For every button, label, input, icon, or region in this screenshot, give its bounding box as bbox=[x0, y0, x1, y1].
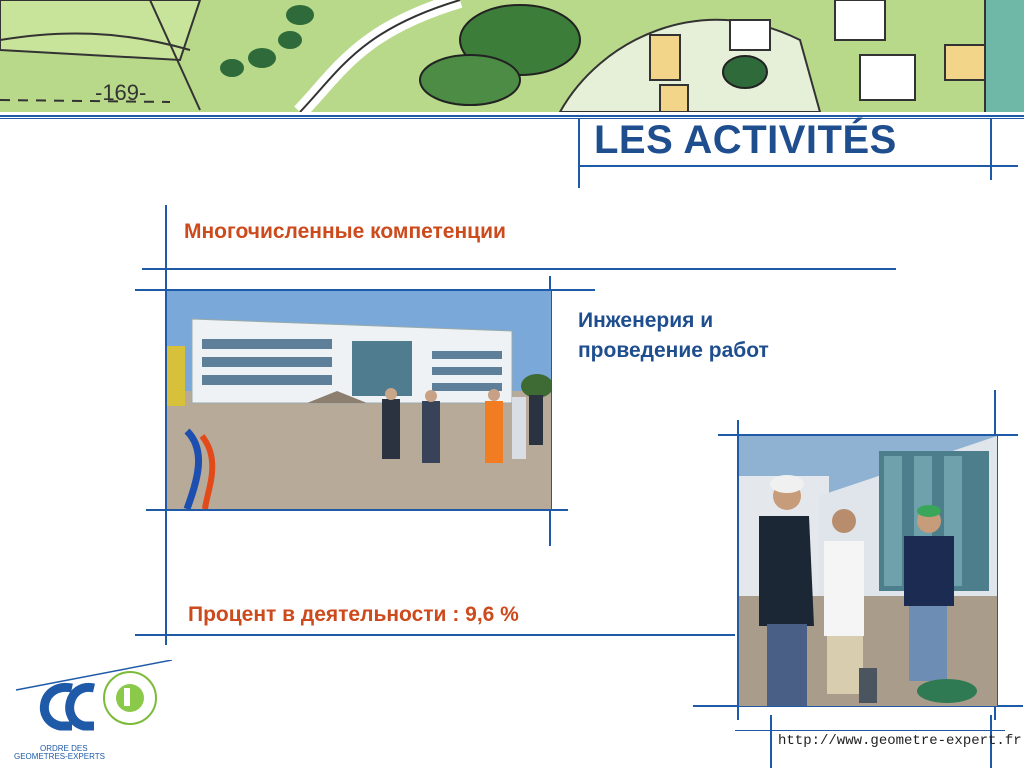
frame-line bbox=[770, 715, 772, 768]
stat-label: Процент в деятельности bbox=[188, 603, 447, 626]
divider-line bbox=[135, 634, 735, 636]
activity-line-1: Инженерия и bbox=[578, 309, 714, 332]
section-heading: Многочисленные компетенции bbox=[184, 220, 506, 243]
divider-line bbox=[735, 730, 1005, 731]
logo-text-line-2: GEOMETRES-EXPERTS bbox=[14, 752, 105, 761]
page-title: LES ACTIVITÉS bbox=[594, 118, 897, 162]
stat-value: : 9,6 % bbox=[446, 603, 519, 626]
frame-line bbox=[990, 118, 992, 180]
frame-line bbox=[578, 118, 580, 188]
divider-line bbox=[0, 115, 1024, 117]
logo-text-line-1: ORDRE DES bbox=[40, 744, 88, 753]
activity-line-2: проведение работ bbox=[578, 339, 769, 363]
svg-text:-169-: -169- bbox=[95, 80, 147, 105]
divider-line bbox=[142, 268, 896, 270]
construction-site-photo bbox=[166, 290, 552, 510]
map-banner bbox=[0, 0, 1024, 112]
divider-line bbox=[578, 165, 1018, 167]
team-on-site-photo bbox=[738, 435, 998, 707]
footer-url-link[interactable]: http://www.geometre-expert.fr bbox=[778, 733, 1022, 749]
ordre-geometres-logo bbox=[12, 660, 172, 760]
activity-percentage bbox=[188, 603, 519, 627]
activity-description bbox=[578, 306, 769, 367]
